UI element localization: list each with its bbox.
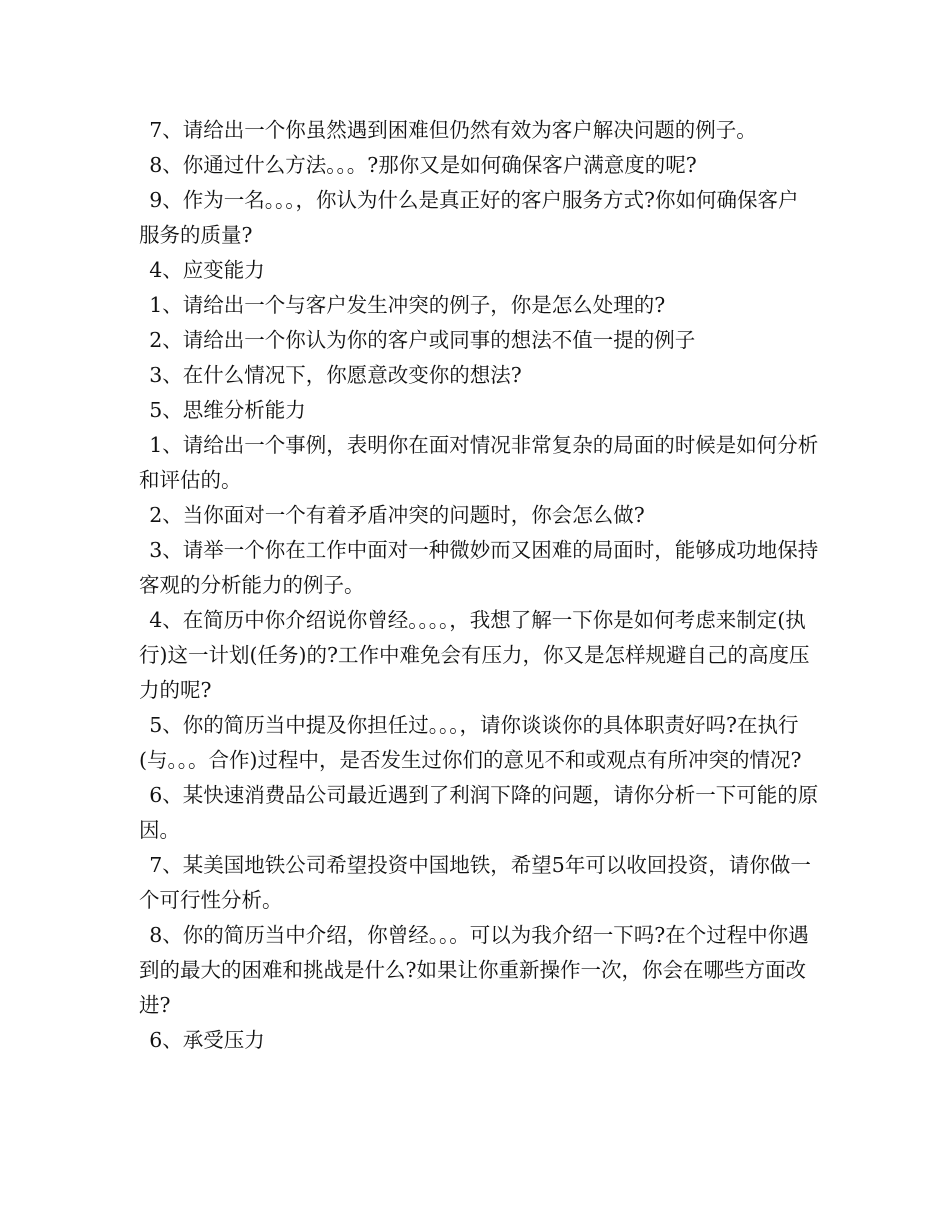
paragraph-11: 3、请举一个你在工作中面对一种微妙而又困难的局面时，能够成功地保持客观的分析能力的例子。 bbox=[139, 538, 819, 597]
paragraph-15: 7、某美国地铁公司希望投资中国地铁，希望5年可以收回投资，请你做一个可行性分析。 bbox=[139, 853, 811, 912]
section-heading-analysis: 5、思维分析能力 bbox=[149, 398, 306, 422]
paragraph-3: 9、作为一名。。。，你认为什么是真正好的客户服务方式?你如何确保客户服务的质量? bbox=[139, 188, 799, 247]
paragraph-13: 5、你的简历当中提及你担任过。。。，请你谈谈你的具体职责好吗?在执行(与。。。合作)过程中，是否发生过你们的意见不和或观点有所冲突的情况? bbox=[139, 713, 802, 772]
section-heading-adaptability: 4、应变能力 bbox=[149, 258, 265, 282]
paragraph-5: 1、请给出一个与客户发生冲突的例子，你是怎么处理的? bbox=[149, 293, 666, 317]
paragraph-12: 4、在简历中你介绍说你曾经。。。。，我想了解一下你是如何考虑来制定(执行)这一计划(任务)的?工作中难免会有压力，你又是怎样规避自己的高度压力的呢? bbox=[139, 608, 810, 702]
paragraph-6: 2、请给出一个你认为你的客户或同事的想法不值一提的例子 bbox=[149, 328, 696, 352]
paragraph-2: 8、你通过什么方法。。。?那你又是如何确保客户满意度的呢? bbox=[149, 153, 697, 177]
paragraph-7: 3、在什么情况下，你愿意改变你的想法? bbox=[149, 363, 522, 387]
paragraph-10: 2、当你面对一个有着矛盾冲突的问题时，你会怎么做? bbox=[149, 503, 645, 527]
paragraph-1: 7、请给出一个你虽然遇到困难但仍然有效为客户解决问题的例子。 bbox=[149, 118, 757, 142]
paragraph-14: 6、某快速消费品公司最近遇到了利润下降的问题，请你分析一下可能的原因。 bbox=[139, 783, 819, 842]
paragraph-16: 8、你的简历当中介绍，你曾经。。。可以为我介绍一下吗?在个过程中你遇到的最大的困难和挑战是什么?如果让你重新操作一次，你会在哪些方面改进? bbox=[139, 923, 809, 1017]
paragraph-9: 1、请给出一个事例，表明你在面对情况非常复杂的局面的时候是如何分析和评估的。 bbox=[139, 433, 819, 492]
section-heading-pressure: 6、承受压力 bbox=[149, 1028, 265, 1052]
document-body bbox=[139, 113, 819, 1058]
